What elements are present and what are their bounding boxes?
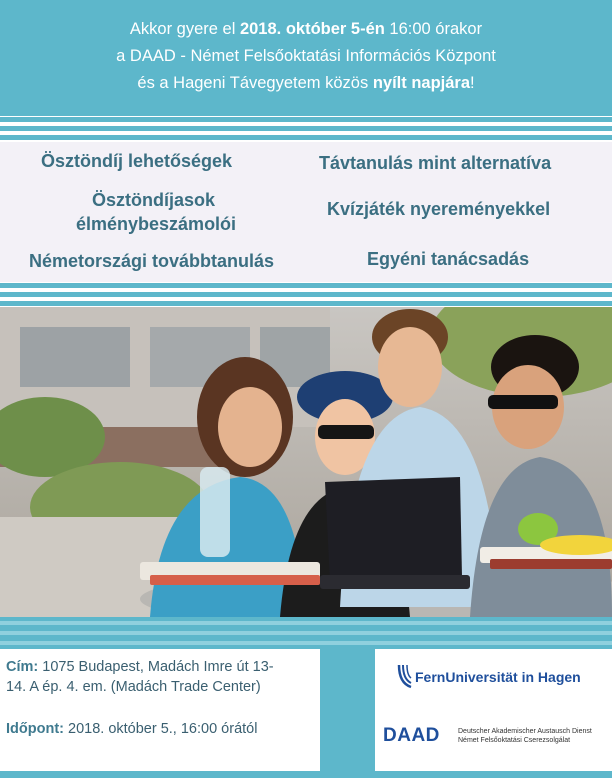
- stripe: [0, 117, 612, 122]
- header-line-1-c: 16:00 órakor: [384, 20, 483, 38]
- address: [6, 657, 274, 697]
- topic-distance-learning: Távtanulás mint alternatíva: [319, 153, 552, 173]
- students-photo: [0, 307, 612, 617]
- stripe: [0, 641, 612, 645]
- address-label: Cím:: [6, 659, 39, 675]
- topic-scholar-stories-2: élménybeszámolói: [76, 214, 237, 234]
- partner-logos: [375, 649, 612, 771]
- stripe: [0, 126, 612, 131]
- students-photo-illustration: [0, 307, 612, 617]
- fernuni-logo-icon: [397, 663, 413, 689]
- topic-study-in-germany: Németországi továbbtanulás: [29, 251, 275, 271]
- header-line-1: [0, 0, 612, 43]
- header-line-2: a DAAD - Német Felsőoktatási Információs Központ: [116, 47, 496, 65]
- fernuni-logo-text: FernUniversität in Hagen: [415, 669, 581, 685]
- address-line-1: 1075 Budapest, Madách Imre út 13-: [38, 659, 274, 675]
- event-info-box: [0, 649, 320, 771]
- event-time: [6, 719, 257, 739]
- header-line-1-a: Akkor gyere el: [129, 20, 240, 38]
- footer-band: [0, 617, 612, 778]
- stripe: [0, 301, 612, 306]
- topics-block: [0, 142, 612, 282]
- divider-stripes-middle: [0, 283, 612, 306]
- header-line-3-a: és a Hageni Távegyetem közös: [137, 74, 373, 92]
- stripe: [0, 292, 612, 297]
- stripe: [0, 135, 612, 140]
- topic-scholarship-options: Ösztöndíj lehetőségek: [41, 151, 233, 171]
- header-line-3: [0, 70, 612, 97]
- header-open-day: nyílt napjára: [372, 74, 471, 92]
- address-line-2: 14. A ép. 4. em. (Madách Trade Center): [6, 679, 261, 695]
- daad-subtitle: [458, 727, 592, 745]
- time-value: 2018. október 5., 16:00 órától: [63, 721, 258, 737]
- time-label: Időpont:: [6, 721, 64, 737]
- topic-scholar-stories-1: Ösztöndíjasok: [92, 190, 216, 210]
- stripe: [0, 621, 612, 625]
- divider-stripes-top: [0, 117, 612, 140]
- stripe: [0, 283, 612, 288]
- header-date: 2018. október 5-én: [239, 20, 385, 38]
- daad-logo: DAAD: [383, 725, 440, 746]
- header-line-3-c: !: [470, 74, 475, 92]
- daad-subtitle-line-2: Német Felsőoktatási Cserezsolgálat: [458, 737, 571, 744]
- topic-counselling: Egyéni tanácsadás: [367, 249, 530, 269]
- header-banner: [0, 0, 612, 116]
- topic-quiz: Kvízjáték nyereményekkel: [327, 199, 551, 219]
- daad-subtitle-line-1: Deutscher Akademischer Austausch Dienst: [458, 728, 592, 735]
- stripe: [0, 631, 612, 635]
